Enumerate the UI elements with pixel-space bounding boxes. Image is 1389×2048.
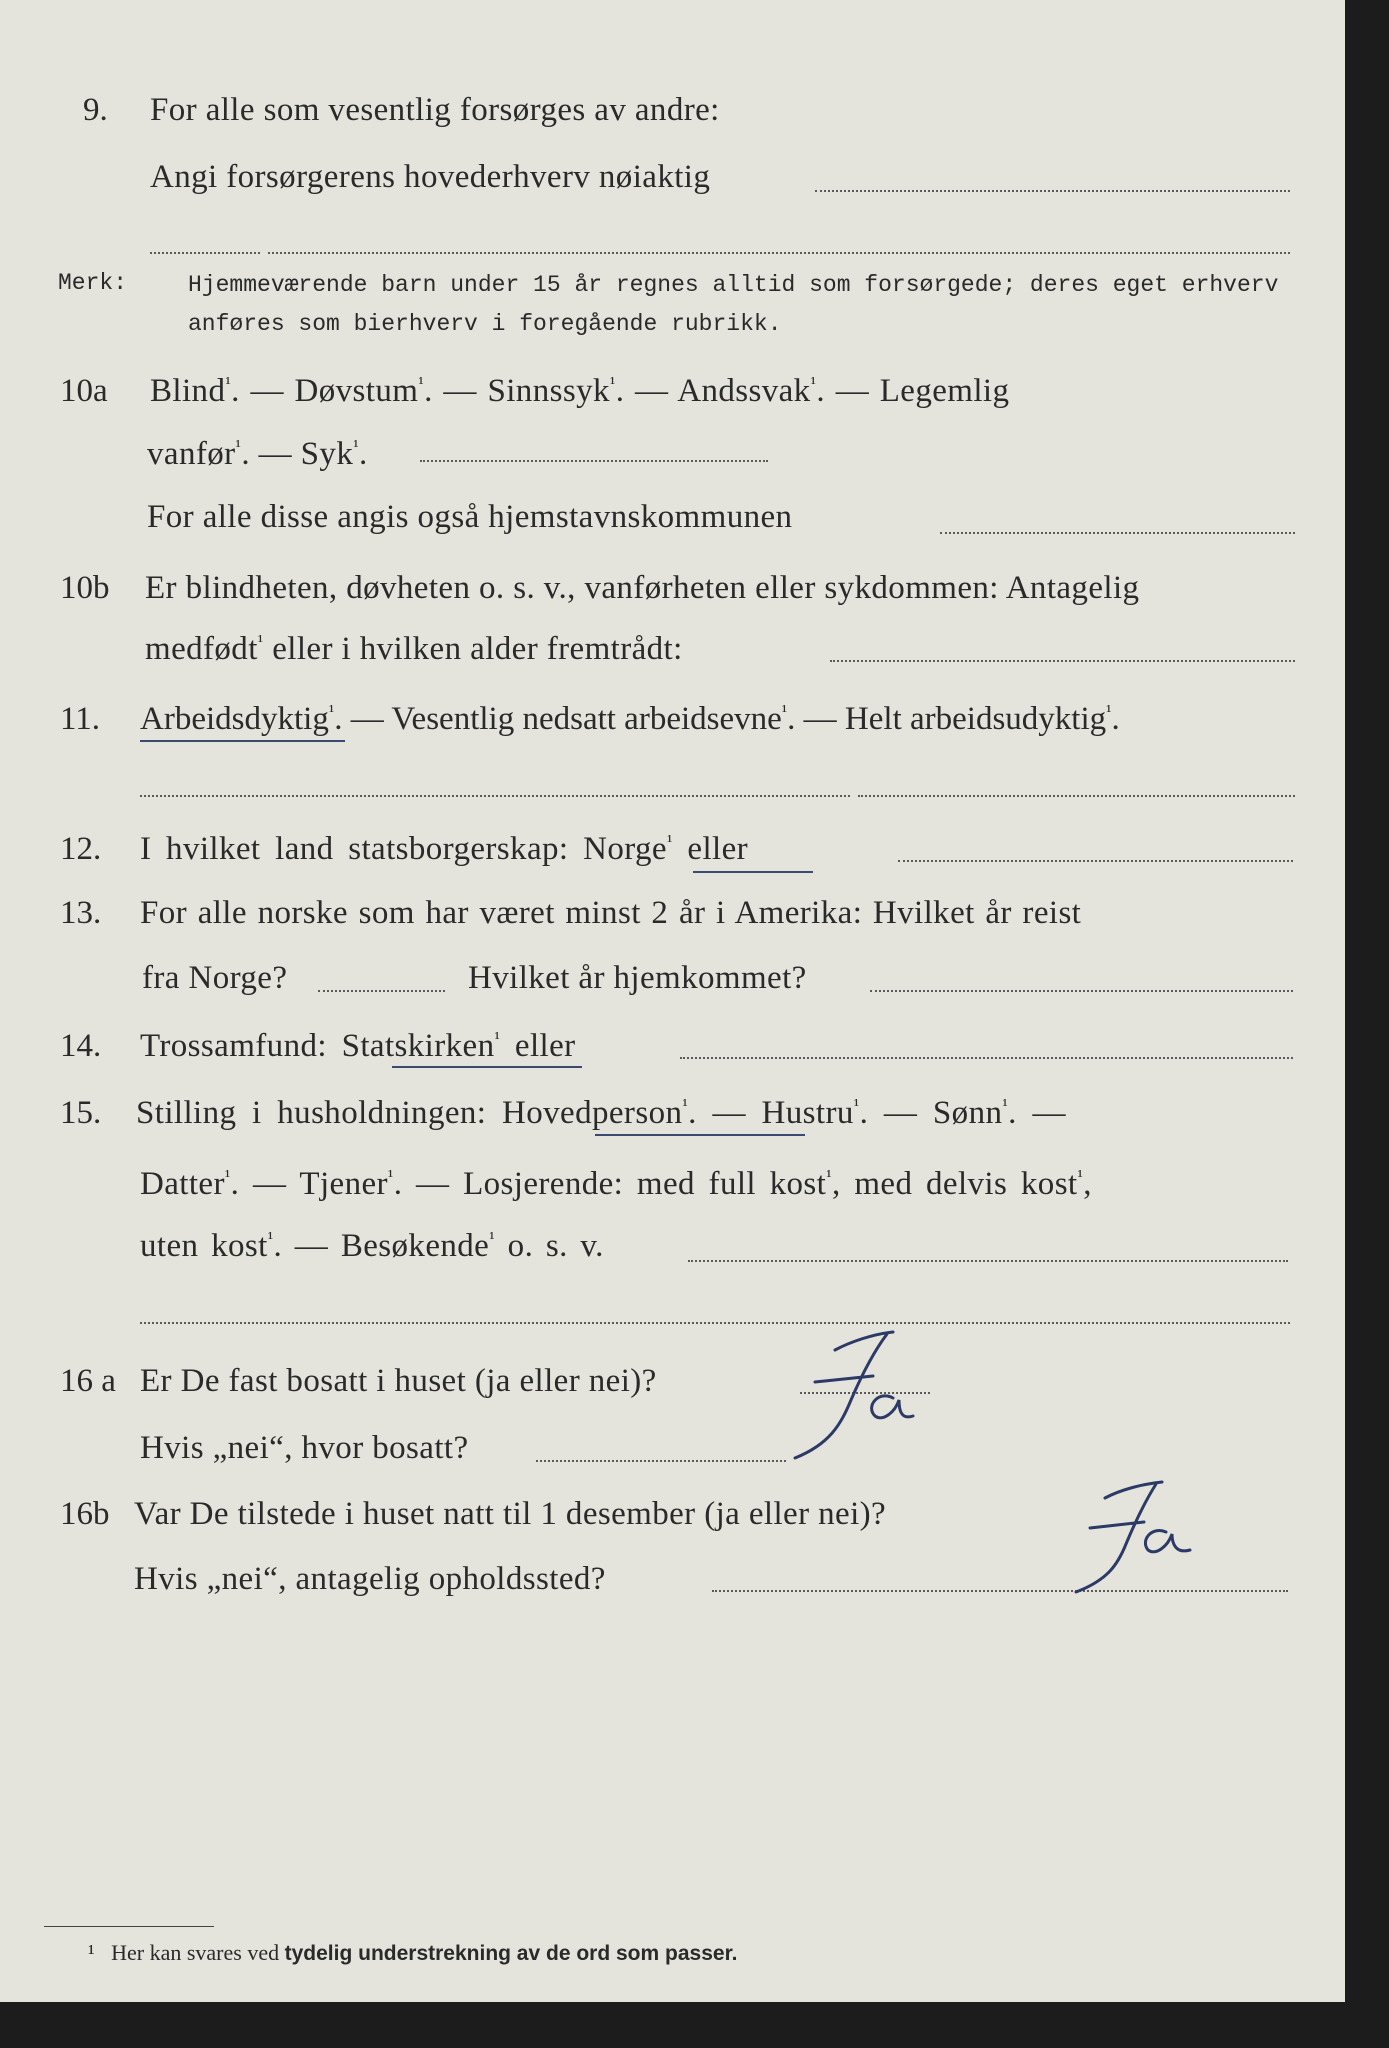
q15-line-1: Stilling i husholdningen: Hovedperson$^{^1}$. — Hustru$^{^1}$. — Sønn$^{^1}$. — [136, 1095, 1066, 1131]
q13-line-1: For alle norske som har været minst 2 år i Amerika: Hvilket år reist [140, 895, 1082, 931]
q10b-line-1: Er blindheten, døvheten o. s. v., vanførheten eller sykdommen: Antagelig [145, 570, 1140, 606]
q16a-line-2: Hvis „nei“, hvor bosatt? [140, 1430, 469, 1466]
q13-reist-field[interactable] [318, 990, 445, 992]
q13-line-2b: Hvilket år hjemkommet? [468, 960, 807, 996]
footnote [88, 1942, 737, 1964]
q16a-line-1: Er De fast bosatt i huset (ja eller nei)? [140, 1363, 657, 1399]
q10a-hjemstavn-field[interactable] [940, 532, 1295, 534]
merk-line-2: anføres som bierhverv i foregående rubrikk. [188, 311, 782, 337]
q15-answer-field-2[interactable] [140, 1322, 1290, 1324]
q9-answer-field-2b[interactable] [268, 252, 1290, 254]
q16a-handwritten-answer [775, 1320, 945, 1470]
footnote-text: Her kan svares ved [111, 1940, 280, 1965]
item-number-9: 9. [83, 92, 108, 128]
q9-line-2: Angi forsørgerens hovederhverv nøiaktig [150, 159, 711, 195]
q10a-line-3: For alle disse angis også hjemstavnskommunen [147, 499, 793, 535]
q16b-answer-field[interactable] [712, 1590, 1288, 1592]
q12-line-1: I hvilket land statsborgerskap: Norge$^{^1}$ eller [140, 831, 749, 867]
q13-line-2a: fra Norge? [142, 960, 288, 996]
q14-line-1: Trossamfund: Statskirken$^{^1}$ eller [140, 1028, 576, 1064]
q10a-line-1: Blind$^{^1}$. — Døvstum$^{^1}$. — Sinnssyk$^{^1}$. — Andssvak$^{^1}$. — Legemlig [150, 373, 1010, 409]
q14-selected-underline [392, 1066, 582, 1068]
q16b-handwritten-answer [1050, 1470, 1220, 1600]
q9-answer-field-2a[interactable] [150, 252, 260, 254]
q14-answer-field[interactable] [680, 1057, 1293, 1059]
q16a-answer-field[interactable] [800, 1392, 930, 1394]
merk-line-1: Hjemmeværende barn under 15 år regnes alltid som forsørgede; deres eget erhverv [188, 272, 1279, 298]
q12-answer-field[interactable] [898, 860, 1293, 862]
item-number-12: 12. [60, 831, 102, 867]
q16a-bosatt-field[interactable] [536, 1460, 786, 1462]
q10a-answer-field[interactable] [420, 460, 768, 462]
q11-selected-underline [140, 740, 345, 742]
q11-answer-field-b[interactable] [858, 795, 1295, 797]
q15-selected-underline [595, 1134, 805, 1136]
q15-line-2: Datter$^{^1}$. — Tjener$^{^1}$. — Losjerende: med full kost$^{^1}$, med delvis kost$^{^1}$, [140, 1166, 1092, 1202]
q13-hjemkommet-field[interactable] [870, 990, 1293, 992]
q9-answer-field[interactable] [815, 190, 1290, 192]
item-number-11: 11. [60, 701, 101, 737]
item-number-16a: 16 a [60, 1363, 116, 1399]
item-number-10b: 10b [60, 570, 110, 606]
q9-line-1: For alle som vesentlig forsørges av andre: [150, 92, 720, 128]
item-number-14: 14. [60, 1028, 102, 1064]
q16b-line-2: Hvis „nei“, antagelig opholdssted? [134, 1561, 606, 1597]
footnote-mark: ¹ [88, 1940, 95, 1965]
item-number-13: 13. [60, 895, 102, 931]
q10b-line-2: medfødt$^{^1}$ eller i hvilken alder fremtrådt: [145, 631, 683, 667]
item-number-10a: 10a [60, 373, 108, 409]
q11-line-1: Arbeidsdyktig$^{^1}$. — Vesentlig nedsatt arbeidsevne$^{^1}$. — Helt arbeidsudyktig$^{^1}$. [140, 701, 1120, 737]
item-number-15: 15. [60, 1095, 102, 1131]
item-number-16b: 16b [60, 1496, 110, 1532]
q15-answer-field[interactable] [688, 1260, 1288, 1262]
q10a-line-2: vanfør$^{^1}$. — Syk$^{^1}$. [147, 436, 368, 472]
q16b-line-1: Var De tilstede i huset natt til 1 desember (ja eller nei)? [134, 1496, 887, 1532]
q12-selected-underline [693, 871, 813, 873]
footnote-rule [44, 1926, 214, 1927]
q10b-answer-field[interactable] [830, 660, 1295, 662]
merk-label: Merk: [58, 270, 128, 296]
q15-line-3: uten kost$^{^1}$. — Besøkende$^{^1}$ o. s. v. [140, 1228, 604, 1264]
footnote-text-bold: tydelig understrekning av de ord som passer. [284, 1942, 738, 1965]
q11-answer-field-a[interactable] [140, 795, 850, 797]
